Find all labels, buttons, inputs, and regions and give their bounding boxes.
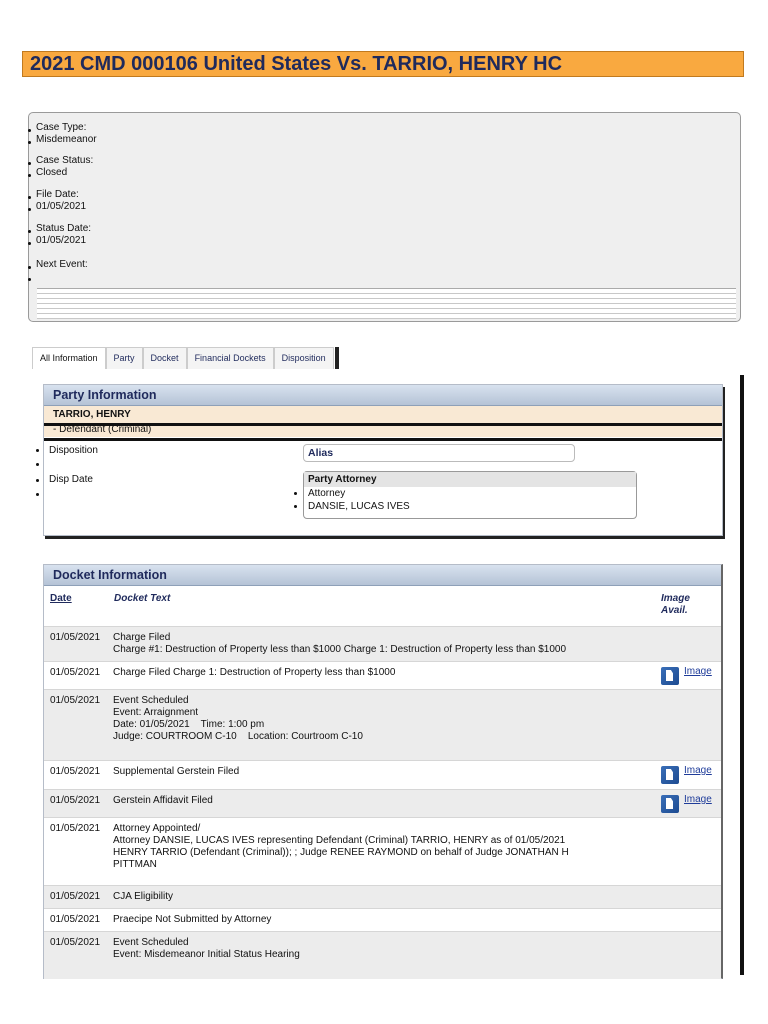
tab-financial-dockets[interactable]: Financial Dockets [187, 347, 274, 369]
party-panel-header: Party Information [44, 385, 722, 406]
image-link[interactable]: Image [661, 667, 712, 685]
party-name: TARRIO, HENRY [53, 409, 131, 420]
attorney-role: Attorney [308, 488, 346, 499]
column-date[interactable]: Date [50, 593, 72, 604]
case-status: Case Status: Closed [36, 155, 93, 179]
docket-column-headers [44, 586, 721, 626]
tab-party[interactable]: Party [106, 347, 143, 369]
party-information-panel [43, 384, 723, 536]
document-icon [661, 766, 679, 784]
document-icon [661, 795, 679, 813]
status-date: Status Date: 01/05/2021 [36, 223, 91, 247]
column-image-avail: Image Avail. [661, 593, 690, 616]
image-link[interactable]: Image [661, 795, 712, 813]
case-type: Case Type: Misdemeanor [36, 122, 97, 146]
tab-disposition[interactable]: Disposition [274, 347, 334, 369]
content-border [740, 375, 744, 975]
docket-row: 01/05/2021 Event Scheduled Event: Arraignment Date: 01/05/2021 Time: 1:00 pm Judge: COURTROOM C-10 Location: Courtroom C-10 [44, 689, 721, 761]
disposition-label: Disposition [49, 445, 98, 456]
disp-date-label: Disp Date [49, 474, 93, 485]
party-attorney-box [303, 471, 637, 519]
docket-row: 01/05/2021 Charge Filed Charge 1: Destruction of Property less than $1000 Image [44, 661, 721, 690]
tab-all-information[interactable]: All Information [32, 347, 106, 369]
docket-panel-header: Docket Information [44, 565, 721, 586]
case-tabs [32, 347, 339, 369]
next-event: Next Event: [36, 259, 88, 271]
column-docket-text: Docket Text [114, 593, 171, 604]
docket-row: 01/05/2021 Supplemental Gerstein Filed Image [44, 760, 721, 790]
case-summary-panel [28, 112, 741, 322]
attorney-name: DANSIE, LUCAS IVES [308, 501, 410, 512]
docket-row: 01/05/2021 Charge Filed Charge #1: Destruction of Property less than $1000 Charge 1: Destruction of Property less than $1000 [44, 626, 721, 662]
docket-row: 01/05/2021 Praecipe Not Submitted by Attorney [44, 908, 721, 932]
case-title: 2021 CMD 000106 United States Vs. TARRIO, HENRY HC [30, 53, 563, 75]
summary-divider [37, 288, 736, 319]
file-date: File Date: 01/05/2021 [36, 189, 86, 213]
docket-row: 01/05/2021 CJA Eligibility [44, 885, 721, 909]
alias-box: Alias [303, 444, 575, 462]
party-role: - Defendant (Criminal) [53, 424, 152, 435]
docket-row: 01/05/2021 Attorney Appointed/ Attorney DANSIE, LUCAS IVES representing Defendant (Criminal) TARRIO, HENRY as of 01/05/2021 HENRY TARRIO (Defendant (Criminal)); ; Judge RENEE RAYMOND on behalf of Judge JONATHAN H PITTMAN [44, 817, 721, 886]
party-attorney-header: Party Attorney [304, 472, 636, 487]
image-link[interactable]: Image [661, 766, 712, 784]
docket-row: 01/05/2021 Event Scheduled Event: Misdemeanor Initial Status Hearing [44, 931, 721, 979]
docket-row: 01/05/2021 Gerstein Affidavit Filed Image [44, 789, 721, 818]
docket-information-panel [43, 564, 723, 979]
party-name-row [44, 406, 722, 426]
case-title-bar [22, 51, 744, 77]
document-icon [661, 667, 679, 685]
tab-docket[interactable]: Docket [143, 347, 187, 369]
tab-bar-end [335, 347, 339, 369]
